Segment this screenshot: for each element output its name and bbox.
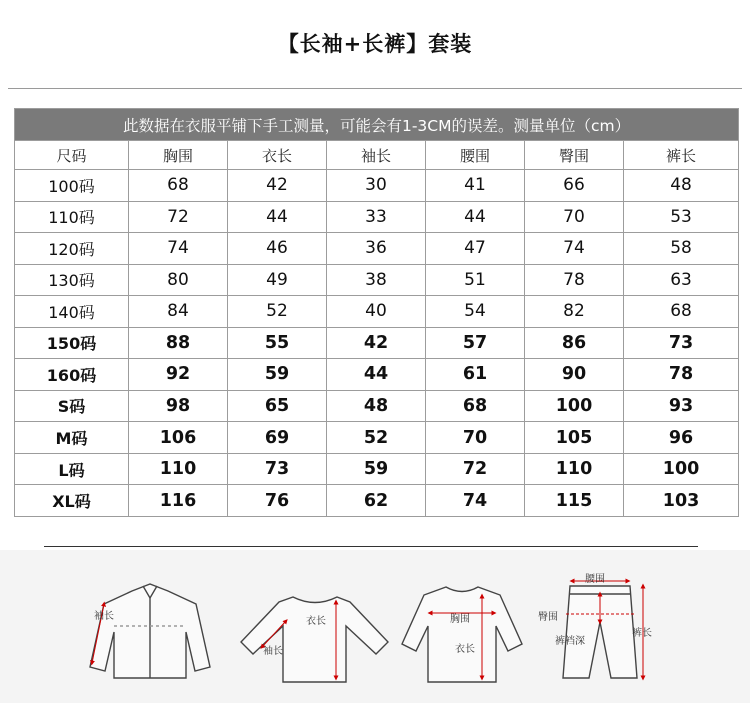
header-top-length: 衣长	[228, 141, 327, 170]
header-pants-length: 裤长	[624, 141, 739, 170]
cell-waist: 57	[426, 327, 525, 359]
cell-waist: 68	[426, 390, 525, 422]
cell-pants-length: 58	[624, 233, 739, 265]
cell-sleeve: 40	[327, 296, 426, 328]
cell-sleeve: 62	[327, 485, 426, 517]
label-pants-hip: 臀围	[538, 612, 558, 623]
cell-top-length: 76	[228, 485, 327, 517]
cell-top-length: 52	[228, 296, 327, 328]
pants-illustration	[563, 581, 643, 678]
cell-waist: 51	[426, 264, 525, 296]
table-row	[15, 359, 739, 391]
cell-top-length: 44	[228, 201, 327, 233]
cell-hip: 66	[525, 170, 624, 202]
table-row	[15, 390, 739, 422]
sweater-illustration	[241, 597, 388, 682]
cell-pants-length: 68	[624, 296, 739, 328]
cell-chest: 116	[129, 485, 228, 517]
cell-hip: 74	[525, 233, 624, 265]
cell-chest: 88	[129, 327, 228, 359]
cell-top-length: 49	[228, 264, 327, 296]
header-waist: 腰围	[426, 141, 525, 170]
cell-hip: 100	[525, 390, 624, 422]
label-tee-length: 衣长	[455, 644, 475, 655]
cell-hip: 90	[525, 359, 624, 391]
header-size: 尺码	[15, 141, 129, 170]
cell-sleeve: 36	[327, 233, 426, 265]
cell-hip: 70	[525, 201, 624, 233]
cell-size: L码	[15, 453, 129, 485]
cell-hip: 82	[525, 296, 624, 328]
cell-chest: 98	[129, 390, 228, 422]
cell-size: M码	[15, 422, 129, 454]
cell-top-length: 42	[228, 170, 327, 202]
cell-chest: 68	[129, 170, 228, 202]
cell-hip: 78	[525, 264, 624, 296]
cell-hip: 110	[525, 453, 624, 485]
header-chest: 胸围	[129, 141, 228, 170]
label-shirt-sleeve: 袖长	[94, 611, 114, 622]
cell-pants-length: 78	[624, 359, 739, 391]
cell-chest: 110	[129, 453, 228, 485]
label-sweater-length: 衣长	[306, 616, 326, 627]
cell-chest: 92	[129, 359, 228, 391]
size-table	[14, 108, 739, 517]
measurement-note-row	[15, 109, 739, 141]
cell-chest: 74	[129, 233, 228, 265]
cell-waist: 72	[426, 453, 525, 485]
table-row	[15, 296, 739, 328]
cell-hip: 105	[525, 422, 624, 454]
table-row	[15, 201, 739, 233]
table-row	[15, 264, 739, 296]
cell-sleeve: 42	[327, 327, 426, 359]
cell-size: S码	[15, 390, 129, 422]
cell-top-length: 46	[228, 233, 327, 265]
cell-hip: 86	[525, 327, 624, 359]
table-header-row	[15, 141, 739, 170]
table-row	[15, 485, 739, 517]
cell-waist: 61	[426, 359, 525, 391]
cell-hip: 115	[525, 485, 624, 517]
header-sleeve: 袖长	[327, 141, 426, 170]
cell-pants-length: 53	[624, 201, 739, 233]
cell-top-length: 59	[228, 359, 327, 391]
cell-chest: 84	[129, 296, 228, 328]
cell-pants-length: 73	[624, 327, 739, 359]
cell-sleeve: 33	[327, 201, 426, 233]
cell-pants-length: 63	[624, 264, 739, 296]
cell-sleeve: 48	[327, 390, 426, 422]
measurement-note: 此数据在衣服平铺下手工测量，可能会有1-3CM的误差。测量单位（cm）	[15, 109, 739, 141]
table-row	[15, 233, 739, 265]
cell-sleeve: 52	[327, 422, 426, 454]
cell-size: 140码	[15, 296, 129, 328]
cell-pants-length: 103	[624, 485, 739, 517]
tshirt-illustration	[402, 587, 522, 682]
cell-chest: 80	[129, 264, 228, 296]
cell-chest: 72	[129, 201, 228, 233]
cell-pants-length: 93	[624, 390, 739, 422]
cell-waist: 70	[426, 422, 525, 454]
cell-waist: 41	[426, 170, 525, 202]
cell-size: XL码	[15, 485, 129, 517]
cell-waist: 47	[426, 233, 525, 265]
header-hip: 臀围	[525, 141, 624, 170]
cell-sleeve: 44	[327, 359, 426, 391]
cell-chest: 106	[129, 422, 228, 454]
label-sweater-sleeve: 袖长	[263, 646, 283, 657]
cell-sleeve: 59	[327, 453, 426, 485]
label-pants-rise: 裤裆深	[555, 636, 585, 647]
cell-waist: 74	[426, 485, 525, 517]
page-title: 【长袖+长裤】套装	[277, 32, 473, 56]
cell-pants-length: 96	[624, 422, 739, 454]
label-pants-waist: 腰围	[585, 574, 605, 585]
cell-size: 150码	[15, 327, 129, 359]
measurement-diagrams	[0, 550, 750, 703]
cell-top-length: 65	[228, 390, 327, 422]
label-tee-chest: 胸围	[450, 614, 470, 625]
cell-top-length: 73	[228, 453, 327, 485]
cell-top-length: 69	[228, 422, 327, 454]
table-row	[15, 422, 739, 454]
section-divider	[44, 546, 698, 547]
top-divider	[8, 88, 742, 89]
cell-pants-length: 48	[624, 170, 739, 202]
cell-size: 110码	[15, 201, 129, 233]
cell-top-length: 55	[228, 327, 327, 359]
cell-waist: 44	[426, 201, 525, 233]
label-pants-length: 裤长	[632, 628, 652, 639]
shirt-illustration	[90, 584, 210, 678]
cell-size: 100码	[15, 170, 129, 202]
cell-sleeve: 38	[327, 264, 426, 296]
table-row	[15, 170, 739, 202]
table-row	[15, 327, 739, 359]
table-row	[15, 453, 739, 485]
cell-size: 130码	[15, 264, 129, 296]
cell-pants-length: 100	[624, 453, 739, 485]
cell-size: 160码	[15, 359, 129, 391]
cell-size: 120码	[15, 233, 129, 265]
cell-sleeve: 30	[327, 170, 426, 202]
cell-waist: 54	[426, 296, 525, 328]
